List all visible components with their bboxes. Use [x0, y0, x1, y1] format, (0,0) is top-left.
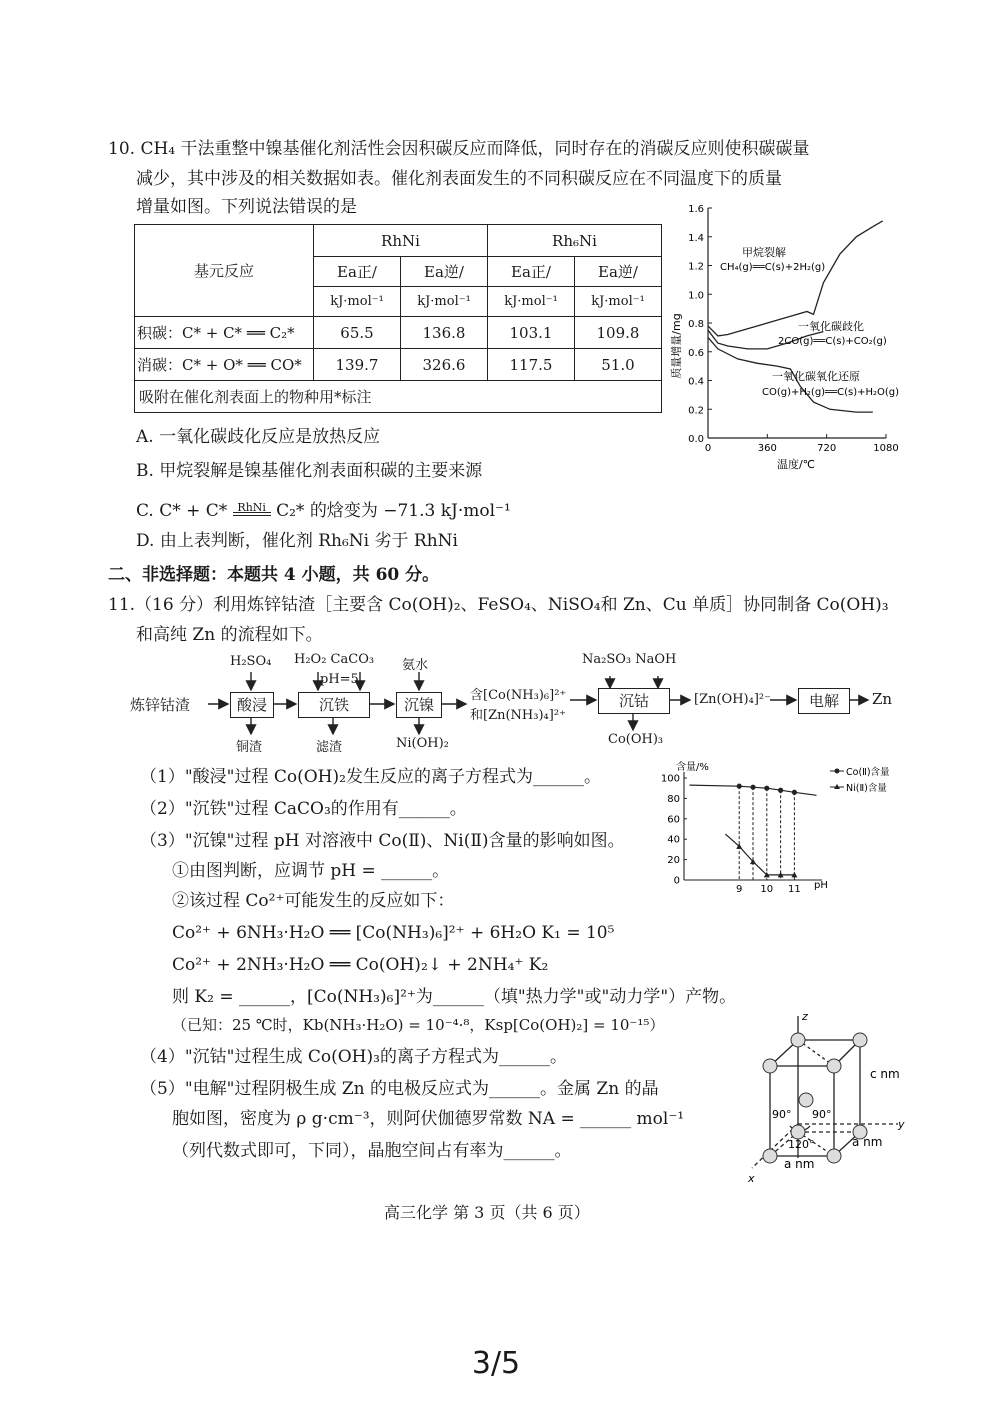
- flow-mid3: [Zn(OH)₄]²⁻: [694, 692, 771, 707]
- q11-line2: 和高纯 Zn 的流程如下。: [136, 625, 323, 645]
- chart1-ytick-label: 0.6: [688, 347, 704, 359]
- option-d: D. 由上表判断，催化剂 Rh₆Ni 劣于 RhNi: [136, 531, 458, 551]
- equal-arrow: [233, 501, 271, 516]
- anno-co-disp-1: 一氧化碳歧化: [798, 320, 864, 333]
- header-unit: kJ·mol⁻¹: [314, 287, 401, 317]
- chart2-co-point: [737, 784, 742, 789]
- q11-part3d: （已知：25 ℃时，Kb(NH₃·H₂O) = 10⁻⁴·⁸，Ksp[Co(OH)₂] = 10⁻¹⁵）: [172, 1016, 665, 1034]
- q10-line3: 增量如图。下列说法错误的是: [136, 197, 357, 217]
- flow-b2-out: 滤渣: [316, 740, 343, 755]
- zn-unit-cell: [748, 1008, 916, 1186]
- chart1-xtick-label: 0: [704, 443, 712, 454]
- chart2-ytick-label: 60: [667, 814, 680, 826]
- anno-methane-2: CH₄(g)══C(s)+2H₂(g): [720, 262, 826, 273]
- chart2-series-line-1: [725, 834, 794, 875]
- chart2-ytick-label: 0: [673, 875, 680, 887]
- label-y: y: [898, 1118, 905, 1131]
- flow-box-iron-removal: 沉铁: [298, 692, 370, 718]
- header-reaction: 基元反应: [135, 225, 314, 317]
- q11-part1: （1）"酸浸"过程 Co(OH)₂发生反应的离子方程式为______。: [140, 767, 601, 787]
- chart2-ytick-label: 20: [667, 855, 680, 867]
- flow-b3-out: Ni(OH)₂: [396, 736, 449, 751]
- q11-part2: （2）"沉铁"过程 CaCO₃的作用有______。: [140, 799, 467, 819]
- flow-b3-in: 氨水: [402, 658, 429, 673]
- ph-chart: [652, 758, 906, 894]
- option-a: A. 一氧化碳歧化反应是放热反应: [136, 427, 381, 447]
- label-a1: a nm: [852, 1135, 883, 1149]
- header-ea-reverse: Ea逆/: [401, 257, 488, 287]
- flow-b4-out: Co(OH)₃: [608, 732, 664, 747]
- flow-mid2: 和[Zn(NH₃)₄]²⁺: [470, 708, 566, 723]
- option-c: [136, 498, 511, 524]
- cell: 117.5: [488, 349, 575, 381]
- chart2-co-point: [764, 786, 769, 791]
- chart1-xlabel: 温度/℃: [776, 458, 816, 471]
- chart1-ytick-label: 1.6: [688, 204, 704, 215]
- q11-part5c: （列代数式即可，下同），晶胞空间占有率为______。: [172, 1141, 572, 1161]
- cell: 136.8: [401, 317, 488, 349]
- chart1-xtick-label: 360: [757, 443, 777, 454]
- chart2-xtick-label: 9: [736, 884, 743, 894]
- option-b: B. 甲烷裂解是镍基催化剂表面积碳的主要来源: [136, 461, 483, 481]
- atom: [763, 1059, 777, 1073]
- atom: [791, 1125, 805, 1139]
- flow-box-nickel-precip: 沉镍: [396, 692, 442, 718]
- flow-b2-ph: pH=5: [320, 672, 359, 687]
- anno-co-disp-2: 2CO(g)══C(s)+CO₂(g): [778, 336, 887, 347]
- row-label: 积碳：C* + C* ══ C₂*: [135, 317, 314, 349]
- q11-part5a: （5）"电解"过程阴极生成 Zn 的电极反应式为______。金属 Zn 的晶: [140, 1079, 659, 1099]
- q11-part3: （3）"沉镍"过程 pH 对溶液中 Co(Ⅱ)、Ni(Ⅱ)含量的影响如图。: [140, 831, 625, 851]
- q11-part3c: 则 K₂ = ______，[Co(NH₃)₆]²⁺为______（填"热力学"或"动力学"）产物。: [172, 987, 737, 1007]
- atom: [827, 1149, 841, 1163]
- table-note: 吸附在催化剂表面上的物种用*标注: [135, 381, 662, 413]
- q11-eq2: Co²⁺ + 2NH₃·H₂O ══ Co(OH)₂↓ + 2NH₄⁺ K₂: [172, 955, 549, 975]
- table-row: [135, 317, 662, 349]
- chart1-ytick-label: 1.2: [688, 261, 704, 273]
- header-unit: kJ·mol⁻¹: [488, 287, 575, 317]
- chart1-ytick-label: 0.4: [688, 376, 704, 388]
- q11-part5b: 胞如图，密度为 ρ g·cm⁻³，则阿伏伽德罗常数 NA = ______ mol⁻¹: [172, 1109, 685, 1129]
- page-indicator: 3/5: [471, 1346, 521, 1381]
- cell: 326.6: [401, 349, 488, 381]
- chart1-ytick-label: 1.0: [688, 290, 704, 302]
- atom: [763, 1149, 777, 1163]
- q11-part3a: ①由图判断，应调节 pH = ______。: [172, 861, 450, 881]
- chart1-series-line-0: [708, 221, 883, 336]
- label-angle1: 90°: [772, 1108, 792, 1121]
- header-rhni: RhNi: [314, 225, 488, 257]
- anno-co-redox-1: 一氧化碳氧化还原: [772, 370, 860, 383]
- q11-part4: （4）"沉钴"过程生成 Co(OH)₃的离子方程式为______。: [140, 1047, 567, 1067]
- table-row: [135, 349, 662, 381]
- anno-methane-1: 甲烷裂解: [742, 246, 786, 259]
- label-x: x: [748, 1172, 755, 1185]
- header-rh6ni: Rh₆Ni: [488, 225, 662, 257]
- header-ea-forward: Ea正/: [314, 257, 401, 287]
- chart2-co-point: [792, 790, 797, 795]
- chart1-ytick-label: 1.4: [688, 232, 704, 244]
- flow-b2-in: H₂O₂ CaCO₃: [294, 652, 375, 667]
- label-angle3: 120°: [788, 1138, 815, 1151]
- chart2-xtick-label: 10: [760, 884, 774, 894]
- chart2-co-point: [750, 785, 755, 790]
- chart1-xtick-label: 720: [817, 443, 837, 454]
- q10-line1: 10. CH₄ 干法重整中镍基催化剂活性会因积碳反应而降低，同时存在的消碳反应则使积碳碳量: [108, 139, 810, 159]
- mass-chart: [668, 196, 904, 486]
- cell: 51.0: [575, 349, 662, 381]
- cell: 103.1: [488, 317, 575, 349]
- chart2-ytick-label: 100: [660, 773, 680, 785]
- flow-diagram: [130, 648, 910, 755]
- chart2-ytick-label: 40: [667, 834, 680, 846]
- label-a2: a nm: [784, 1157, 815, 1171]
- cell: 139.7: [314, 349, 401, 381]
- atom: [853, 1033, 867, 1047]
- flow-box-electrolysis: 电解: [798, 688, 850, 714]
- chart1-ytick-label: 0.2: [688, 405, 704, 417]
- section-heading: 二、非选择题：本题共 4 小题，共 60 分。: [108, 565, 440, 585]
- chart2-ylabel: 含量/%: [676, 762, 709, 773]
- catalyst-label: RhNi: [237, 501, 266, 514]
- header-ea-forward: Ea正/: [488, 257, 575, 287]
- atom: [791, 1033, 805, 1047]
- chart2-xtick-label: 11: [788, 884, 801, 894]
- label-c: c nm: [870, 1067, 900, 1081]
- header-ea-reverse: Ea逆/: [575, 257, 662, 287]
- row-label: 消碳：C* + O* ══ CO*: [135, 349, 314, 381]
- flow-start: 炼锌钴渣: [130, 696, 191, 714]
- cell: 65.5: [314, 317, 401, 349]
- chart1-xtick-label: 1080: [873, 443, 899, 454]
- flow-b1-out: 铜渣: [236, 740, 263, 755]
- flow-b4-in: Na₂SO₃ NaOH: [582, 652, 677, 667]
- option-c-pre: C. C* + C*: [136, 501, 228, 521]
- flow-mid1: 含[Co(NH₃)₆]²⁺: [470, 688, 567, 703]
- label-z: z: [802, 1010, 808, 1023]
- chart2-co-point: [778, 788, 783, 793]
- q10-line2: 减少，其中涉及的相关数据如表。催化剂表面发生的不同积碳反应在不同温度下的质量: [136, 169, 782, 189]
- legend-co: Co(Ⅱ)含量: [846, 767, 890, 778]
- chart2-ytick-label: 80: [667, 793, 680, 805]
- q11-part3b: ②该过程 Co²⁺可能发生的反应如下：: [172, 891, 455, 911]
- legend-co-marker: [835, 769, 840, 774]
- anno-co-redox-2: CO(g)+H₂(g)══C(s)+H₂O(g): [762, 387, 900, 398]
- atom: [799, 1093, 813, 1107]
- flow-box-acid-leach: 酸浸: [230, 692, 274, 718]
- legend-ni: Ni(Ⅱ)含量: [846, 783, 887, 794]
- flow-b1-in: H₂SO₄: [230, 654, 272, 669]
- page-footer: 高三化学 第 3 页（共 6 页）: [384, 1203, 590, 1222]
- flow-box-cobalt-precip: 沉钴: [598, 688, 670, 714]
- option-c-post: C₂* 的焓变为 −71.3 kJ·mol⁻¹: [276, 501, 511, 521]
- flow-end: Zn: [872, 690, 893, 708]
- label-angle2: 90°: [812, 1108, 832, 1121]
- chart1-ytick-label: 0.8: [688, 319, 704, 330]
- q11-eq1: Co²⁺ + 6NH₃·H₂O ══ [Co(NH₃)₆]²⁺ + 6H₂O K₁ = 10⁵: [172, 923, 615, 943]
- header-unit: kJ·mol⁻¹: [401, 287, 488, 317]
- cell: 109.8: [575, 317, 662, 349]
- q11-line1: 11.（16 分）利用炼锌钴渣［主要含 Co(OH)₂、FeSO₄、NiSO₄和 Zn、Cu 单质］协同制备 Co(OH)₃: [108, 595, 889, 615]
- data-table: [134, 224, 662, 413]
- chart1-ytick-label: 0.0: [688, 434, 704, 445]
- chart1-ylabel: 质量增量/mg: [670, 313, 683, 379]
- atom: [827, 1059, 841, 1073]
- chart2-xlabel: pH: [814, 880, 828, 891]
- header-unit: kJ·mol⁻¹: [575, 287, 662, 317]
